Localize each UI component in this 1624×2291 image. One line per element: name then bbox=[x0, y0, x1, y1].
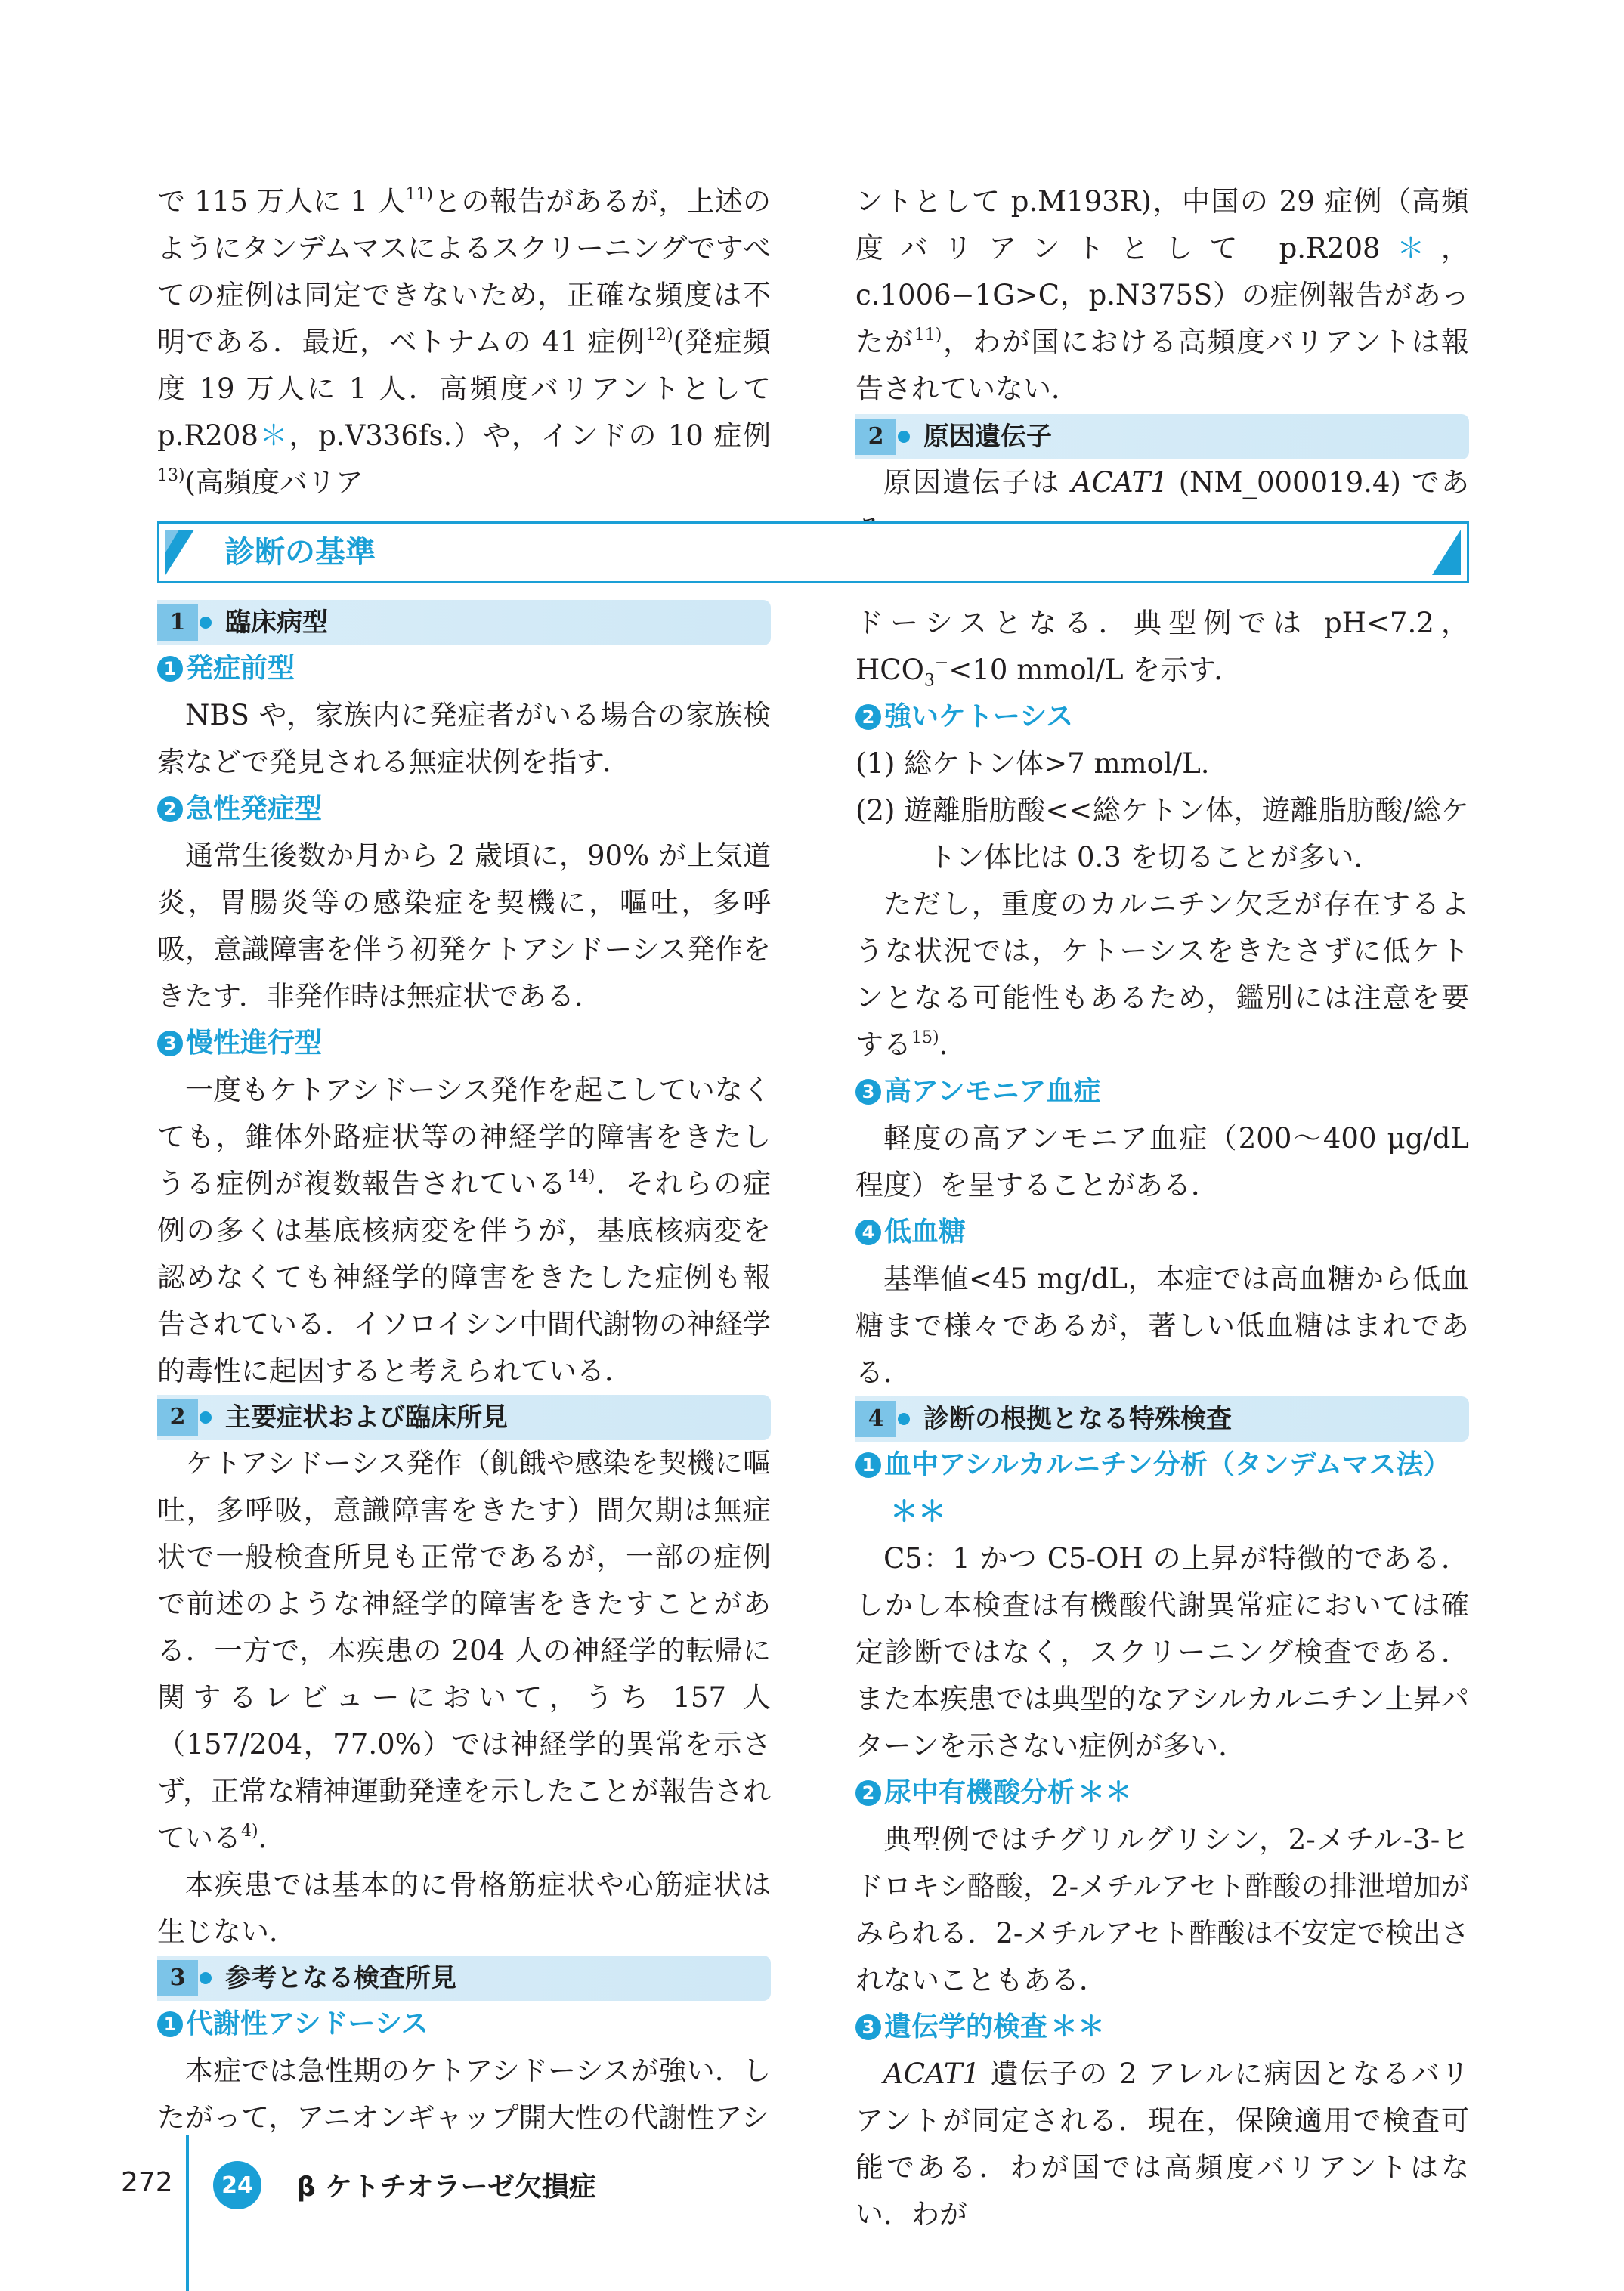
paragraph: 軽度の高アンモニア血症（200〜400 μg/dL 程度）を呈することがある． bbox=[855, 1122, 1469, 1201]
number-circle-icon: 1 bbox=[855, 1452, 881, 1478]
number-circle-icon: 4 bbox=[855, 1220, 881, 1245]
dot-icon bbox=[200, 1972, 212, 1984]
page-number: 272 bbox=[121, 2167, 173, 2198]
number-circle-icon: 1 bbox=[157, 656, 183, 682]
chapter-number-badge: 24 bbox=[213, 2161, 261, 2209]
main-section-header bbox=[157, 521, 1469, 583]
number-circle-icon: 1 bbox=[157, 2011, 183, 2037]
paragraph: ケトアシドーシス発作（飢餓や感染を契機に嘔吐，多呼吸，意識障害をきたす）間欠期は無症状で一般検査所見も正常であるが，一部の症例で前述のような神経学的障害をきたすことがある．一方で，本疾患の 204 人の神経学的転帰に関するレビューにおいて，うち 157 人（157/204，77.0%）では神経学的異常を示さず，正常な精神運動発達を示したことが報告されている$^{4)}$． bbox=[157, 1447, 771, 1854]
subheading: 4 低血糖 bbox=[855, 1209, 1469, 1256]
corner-triangle-icon bbox=[1432, 530, 1461, 575]
paragraph: 典型例ではチグリルグリシン，2-メチル-3-ヒドロキシ酪酸，2-メチルアセト酢酸の排泄増加がみられる．2-メチルアセト酢酸は不安定で検出されないこともある． bbox=[855, 1823, 1469, 1996]
section-number: 2 bbox=[855, 419, 896, 455]
subheading: 2 尿中有機酸分析 ＊＊ bbox=[855, 1770, 1469, 1816]
top-right-column bbox=[855, 178, 1469, 553]
dot-icon bbox=[200, 617, 212, 629]
paragraph: 基準値<45 mg/dL，本症では高血糖から低血糖まで様々であるが，著しい低血糖はまれである． bbox=[855, 1263, 1469, 1389]
asterisk-marker: ＊＊ bbox=[1050, 2011, 1106, 2042]
section-number: 1 bbox=[157, 604, 198, 641]
asterisk-marker: ＊＊ bbox=[890, 1495, 946, 1528]
list-item: (1) 総ケトン体>7 mmol/L. bbox=[855, 747, 1210, 780]
chapter-title: β ケトチオラーゼ欠損症 bbox=[296, 2172, 596, 2203]
subheading: 2 急性発症型 bbox=[157, 786, 771, 833]
list-item: (2) 遊離脂肪酸<<総ケトン体，遊離脂肪酸/総ケトン体比は 0.3 を切ることが多い． bbox=[855, 794, 1469, 873]
section-heading-reference-findings bbox=[157, 1956, 771, 2001]
paragraph: C5：1 かつ C5-OH の上昇が特徴的である．しかし本検査は有機酸代謝異常症においては確定診断ではなく，スクリーニング検査である．また本疾患では典型的なアシルカルニチン上昇パターンを示さない症例が多い． bbox=[855, 1542, 1469, 1762]
dot-icon bbox=[898, 1413, 910, 1425]
paragraph: ただし，重度のカルニチン欠乏が存在するような状況では，ケトーシスをきたさずに低ケトンとなる可能性もあるため，鑑別には注意を要する$^{15)}$． bbox=[855, 888, 1469, 1061]
number-circle-icon: 3 bbox=[855, 1079, 881, 1105]
section-title: 参考となる検査所見 bbox=[225, 1963, 456, 1993]
subheading: 1 代謝性アシドーシス bbox=[157, 2001, 771, 2048]
left-column bbox=[157, 600, 771, 2141]
paragraph: 本症では急性期のケトアシドーシスが強い．したがって，アニオンギャップ開大性の代謝性アシ bbox=[157, 2054, 771, 2134]
paragraph: NBS や，家族内に発症者がいる場合の家族検索などで発見される無症状例を指す． bbox=[157, 699, 771, 778]
paragraph: ドーシスとなる．典型例では pH<7.2，$HCO_3^-<10$ mmol/L を示す． bbox=[855, 607, 1469, 691]
section-heading-gene bbox=[855, 414, 1469, 459]
section-heading-special-tests bbox=[855, 1396, 1469, 1442]
paragraph: 一度もケトアシドーシス発作を起こしていなくても，錐体外路症状等の神経学的障害をきたしうる症例が複数報告されている$^{14)}$．それらの症例の多くは基底核病変を伴うが，基底核病変を認めなくても神経学的障害をきたした症例も報告されている．イソロイシン中間代謝物の神経学的毒性に起因すると考えられている． bbox=[157, 1074, 772, 1387]
paragraph: 通常生後数か月から 2 歳頃に，90% が上気道炎，胃腸炎等の感染症を契機に，嘔吐，多呼吸，意識障害を伴う初発ケトアシドーシス発作をきたす．非発作時は無症状である． bbox=[157, 839, 771, 1013]
section-number: 3 bbox=[157, 1960, 198, 1996]
section-number: 2 bbox=[157, 1399, 198, 1436]
corner-triangle-icon bbox=[165, 530, 179, 552]
top-left-column bbox=[157, 178, 771, 506]
dot-icon bbox=[200, 1411, 212, 1424]
section-title: 臨床病型 bbox=[225, 608, 328, 638]
number-circle-icon: 2 bbox=[157, 796, 183, 822]
asterisk-marker: ＊＊ bbox=[1078, 1777, 1133, 1808]
number-circle-icon: 2 bbox=[855, 1780, 881, 1806]
dot-icon bbox=[898, 431, 910, 443]
main-section-title: 診断の基準 bbox=[224, 535, 376, 570]
number-circle-icon: 3 bbox=[855, 2014, 881, 2040]
subheading: 1 発症前型 bbox=[157, 645, 771, 692]
subheading: 3 高アンモニア血症 bbox=[855, 1068, 1469, 1115]
number-circle-icon: 3 bbox=[157, 1031, 183, 1056]
paragraph: ACAT1 遺伝子の 2 アレルに病因となるバリアントが同定される．現在，保険適用で検査可能である．わが国では高頻度バリアントはない．わが bbox=[855, 2058, 1469, 2231]
subheading: 3 遺伝学的検査 ＊＊ bbox=[855, 2004, 1469, 2051]
subheading: 1 血中アシルカルニチン分析（タンデムマス法） bbox=[855, 1442, 1469, 1489]
paragraph: 本疾患では基本的に骨格筋症状や心筋症状は生じない． bbox=[157, 1869, 771, 1948]
section-title: 診断の根拠となる特殊検査 bbox=[923, 1404, 1232, 1434]
number-circle-icon: 2 bbox=[855, 704, 881, 730]
paragraph: 原因遺伝子は ACAT1 (NM_000019.4) であ bbox=[883, 466, 1469, 499]
section-heading-main-symptoms bbox=[157, 1395, 771, 1440]
subheading: 3 慢性進行型 bbox=[157, 1020, 771, 1067]
section-number: 4 bbox=[855, 1401, 896, 1437]
paragraph: で 115 万人に 1 人$^{11)}$との報告があるが，上述のようにタンデムマスによるスクリーニングですべての症例は同定できないため，正確な頻度は不明である．最近，ベトナムの 41 症例$^{12)}$(発症頻度 19 万人に 1 人．高頻度バリアントとして p.R208＊，p.V336fs.）や，インドの 10 症例$^{13)}$(高頻度バリア bbox=[157, 184, 771, 499]
section-title: 原因遺伝子 bbox=[923, 422, 1052, 452]
right-column bbox=[855, 600, 1469, 2238]
subheading: 2 強いケトーシス bbox=[855, 694, 1469, 740]
footer-divider bbox=[186, 2135, 189, 2291]
section-title: 主要症状および臨床所見 bbox=[225, 1402, 508, 1433]
section-heading-clinical-types bbox=[157, 600, 771, 645]
paragraph: ントとして p.M193R)，中国の 29 症例（高頻度バリアントとして p.R208＊，c.1006−1G>C，p.N375S）の症例報告があったが$^{11)}$，わが国における高頻度バリアントは報告されていない． bbox=[855, 185, 1470, 405]
